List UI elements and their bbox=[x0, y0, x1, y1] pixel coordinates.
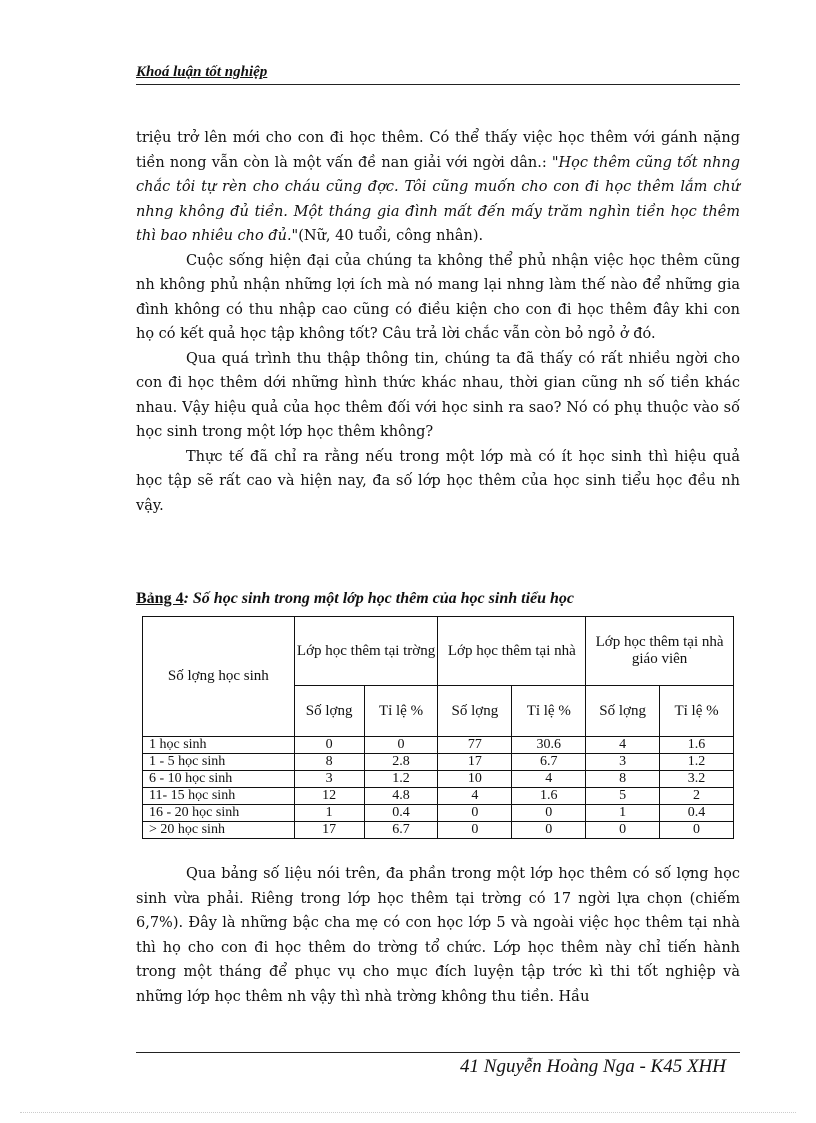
table-row bbox=[143, 737, 734, 754]
footer-divider bbox=[136, 1052, 740, 1053]
sub-header-percent: Tỉ lệ % bbox=[364, 686, 438, 737]
row-label: > 20 học sinh bbox=[143, 822, 295, 839]
paragraph-4: Thực tế đã chỉ ra rằng nếu trong một lớp mà có ít học sinh thì hiệu quả học tập sẽ rất cao và hiện nay, đa số lớp học thêm của học sinh tiểu học đều nh vậy. bbox=[136, 448, 740, 514]
group-header: Lớp học thêm tại nhà giáo viên bbox=[586, 617, 734, 686]
table-cell: 2.8 bbox=[364, 754, 438, 771]
sub-header-percent: Tỉ lệ % bbox=[512, 686, 586, 737]
page-header bbox=[136, 62, 740, 85]
table-cell: 0 bbox=[512, 822, 586, 839]
data-table bbox=[142, 616, 734, 839]
table-cell: 4 bbox=[586, 737, 660, 754]
table-cell: 0 bbox=[294, 737, 364, 754]
table-cell: 3.2 bbox=[660, 771, 734, 788]
sub-header-percent: Tỉ lệ % bbox=[660, 686, 734, 737]
table-cell: 17 bbox=[438, 754, 512, 771]
paragraph-1 bbox=[136, 126, 740, 249]
table-cell: 1.6 bbox=[660, 737, 734, 754]
row-label: 1 - 5 học sinh bbox=[143, 754, 295, 771]
row-label: 1 học sinh bbox=[143, 737, 295, 754]
quote-attribution: (Nữ, 40 tuổi, công nhân). bbox=[298, 228, 484, 244]
table-row bbox=[143, 754, 734, 771]
paragraph-1-text: triệu trở lên mới cho con đi học thêm. Có thể thấy việc học thêm với gánh nặng tiền nong vẫn còn là một vấn đề nan giải với ngời dân.: bbox=[136, 130, 740, 171]
table-cell: 4.8 bbox=[364, 788, 438, 805]
row-label: 16 - 20 học sinh bbox=[143, 805, 295, 822]
table-cell: 5 bbox=[586, 788, 660, 805]
table-cell: 8 bbox=[586, 771, 660, 788]
table-cell: 0 bbox=[364, 737, 438, 754]
table-cell: 6.7 bbox=[512, 754, 586, 771]
paragraph-3: Qua quá trình thu thập thông tin, chúng ta đã thấy có rất nhiều ngời cho con đi học thêm dới những hình thức khác nhau, thời gian cũng nh số tiền khác nhau. Vậy hiệu quả của học thêm đối với học sinh ra sao? Nó có phụ thuộc vào số học sinh trong một lớp học thêm không? bbox=[136, 350, 740, 440]
table-cell: 0 bbox=[586, 822, 660, 839]
group-header: Lớp học thêm tại trờng bbox=[294, 617, 438, 686]
table-cell: 0 bbox=[660, 822, 734, 839]
table-cell: 6.7 bbox=[364, 822, 438, 839]
table-caption-label: Bảng 4 bbox=[136, 590, 184, 607]
paragraph-5: Qua bảng số liệu nói trên, đa phần trong một lớp học thêm có số lợng học sinh vừa phải. Riêng trong lớp học thêm tại trờng có 17 ngời lựa chọn (chiếm 6,7%). Đây là những bậc cha mẹ có con học lớp 5 và ngoài việc học thêm tại nhà thì họ cho con đi học thêm do trờng tổ chức. Lớp học thêm này chỉ tiến hành trong một tháng để phục vụ cho mục đích luyện tập trớc kì thi tốt nghiệp và những lớp học thêm nh vậy thì nhà trờng không thu tiền. Hầu bbox=[136, 866, 740, 1005]
table-row bbox=[143, 788, 734, 805]
page-bottom-dotted-line bbox=[20, 1112, 796, 1113]
table-row bbox=[143, 771, 734, 788]
table-cell: 0.4 bbox=[364, 805, 438, 822]
sub-header-count: Số lợng bbox=[586, 686, 660, 737]
table-row bbox=[143, 822, 734, 839]
table-cell: 30.6 bbox=[512, 737, 586, 754]
group-header: Lớp học thêm tại nhà bbox=[438, 617, 586, 686]
table-cell: 17 bbox=[294, 822, 364, 839]
table-cell: 10 bbox=[438, 771, 512, 788]
table-caption-text: : Số học sinh trong một lớp học thêm của học sinh tiểu học bbox=[183, 590, 575, 607]
table-cell: 1.2 bbox=[660, 754, 734, 771]
row-label: 6 - 10 học sinh bbox=[143, 771, 295, 788]
table-cell: 2 bbox=[660, 788, 734, 805]
table-cell: 3 bbox=[586, 754, 660, 771]
table-cell: 1.2 bbox=[364, 771, 438, 788]
table-cell: 3 bbox=[294, 771, 364, 788]
page-footer: 41 Nguyễn Hoàng Nga - K45 XHH bbox=[460, 1056, 726, 1077]
body-text-after-table bbox=[136, 862, 740, 1009]
table-cell: 77 bbox=[438, 737, 512, 754]
table-cell: 12 bbox=[294, 788, 364, 805]
table-cell: 0.4 bbox=[660, 805, 734, 822]
sub-header-count: Số lợng bbox=[438, 686, 512, 737]
table-cell: 1 bbox=[294, 805, 364, 822]
table-cell: 4 bbox=[512, 771, 586, 788]
table-caption bbox=[136, 590, 574, 608]
table-cell: 8 bbox=[294, 754, 364, 771]
sub-header-count: Số lợng bbox=[294, 686, 364, 737]
table-cell: 0 bbox=[438, 822, 512, 839]
row-header: Số lợng học sinh bbox=[143, 617, 295, 737]
interview-quote: "Học thêm cũng tốt nhng chắc tôi tự rèn cho cháu cũng đợc. Tôi cũng muốn cho con đi học thêm lắm chứ nhng không đủ tiền. Một tháng gia đình mất đến mấy trăm nghìn tiền học thêm thì bao nhiêu cho đủ." bbox=[136, 154, 740, 244]
table-row bbox=[143, 805, 734, 822]
paragraph-2: Cuộc sống hiện đại của chúng ta không thể phủ nhận việc học thêm cũng nh không phủ nhận những lợi ích mà nó mang lại nhng làm thế nào để những gia đình không có thu nhập cao cũng có điều kiện cho con đi học thêm đây khi con họ có kết quả học tập không tốt? Câu trả lời chắc vẫn còn bỏ ngỏ ở đó. bbox=[136, 252, 740, 342]
table-cell: 0 bbox=[512, 805, 586, 822]
body-text bbox=[136, 126, 740, 518]
table-cell: 1 bbox=[586, 805, 660, 822]
table-cell: 0 bbox=[438, 805, 512, 822]
row-label: 11- 15 học sinh bbox=[143, 788, 295, 805]
table-cell: 1.6 bbox=[512, 788, 586, 805]
table-cell: 4 bbox=[438, 788, 512, 805]
header-title: Khoá luận tốt nghiệp bbox=[136, 64, 268, 80]
